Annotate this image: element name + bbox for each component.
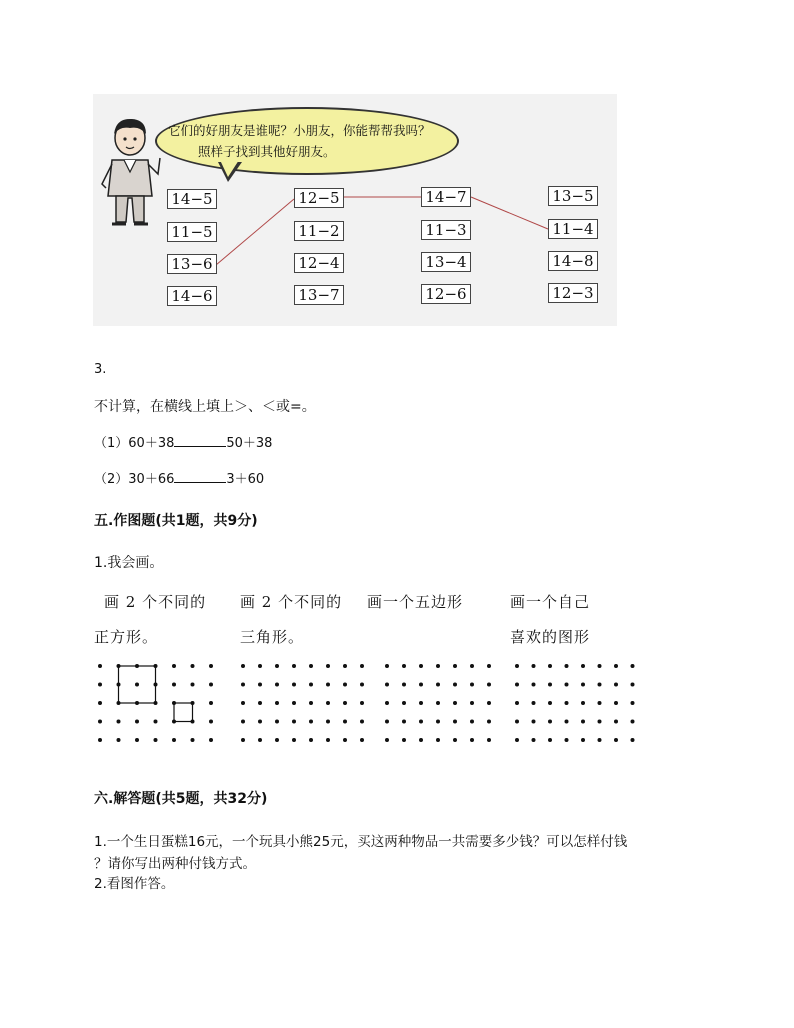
- grid-dot: [275, 738, 279, 742]
- grid-dot: [385, 683, 389, 687]
- grid-dot: [385, 664, 389, 668]
- expression-card: 14−8: [548, 251, 598, 271]
- grid-dot: [419, 720, 423, 724]
- grid-dot: [487, 664, 491, 668]
- task-label: 三角形。: [240, 628, 305, 646]
- grid-dot: [241, 664, 245, 668]
- expression-card: 12−5: [294, 188, 344, 208]
- task-label: 画 2 个不同的: [240, 593, 343, 611]
- grid-dot: [470, 720, 474, 724]
- grid-dot: [385, 701, 389, 705]
- grid-dot: [515, 683, 519, 687]
- grid-dot: [453, 738, 457, 742]
- task-label: 正方形。: [94, 628, 159, 646]
- grid-dot: [326, 683, 330, 687]
- section-heading: 五.作图题(共1题，共9分): [94, 513, 258, 529]
- grid-dot: [548, 683, 552, 687]
- grid-dot: [191, 664, 195, 668]
- dot-grid-triangles[interactable]: [238, 660, 366, 750]
- task-label: 画 2 个不同的: [104, 593, 207, 611]
- expression-card: 12−3: [548, 283, 598, 303]
- grid-dot: [98, 664, 102, 668]
- grid-dot: [360, 683, 364, 687]
- bubble-text-line2: 照样子找到其他好朋友。: [198, 144, 336, 159]
- comparison-left: （2）30＋66: [94, 472, 175, 487]
- grid-dot: [309, 683, 313, 687]
- grid-dot: [343, 720, 347, 724]
- grid-dot: [172, 683, 176, 687]
- grid-dot: [98, 738, 102, 742]
- question-instruction: 不计算，在横线上填上＞、＜或=。: [94, 399, 316, 415]
- grid-dot: [117, 738, 121, 742]
- grid-dot: [343, 683, 347, 687]
- expression-card: 11−5: [167, 222, 217, 242]
- grid-dot: [598, 701, 602, 705]
- grid-dot: [515, 738, 519, 742]
- grid-dot: [515, 664, 519, 668]
- grid-dot: [360, 701, 364, 705]
- expression-card: 11−2: [294, 221, 344, 241]
- grid-dot: [326, 720, 330, 724]
- grid-dot: [470, 683, 474, 687]
- grid-dot: [258, 683, 262, 687]
- grid-dot: [532, 701, 536, 705]
- expression-card: 11−4: [548, 219, 598, 239]
- grid-dot: [548, 720, 552, 724]
- grid-dot: [419, 738, 423, 742]
- expression-card: 14−7: [421, 187, 471, 207]
- grid-dot: [326, 701, 330, 705]
- grid-dot: [385, 720, 389, 724]
- grid-dot: [275, 664, 279, 668]
- grid-dot: [581, 720, 585, 724]
- grid-dot: [98, 720, 102, 724]
- grid-dot: [343, 701, 347, 705]
- grid-dot: [241, 720, 245, 724]
- grid-dot: [565, 683, 569, 687]
- grid-dot: [581, 701, 585, 705]
- grid-dot: [419, 701, 423, 705]
- grid-dot: [487, 683, 491, 687]
- grid-dot: [614, 701, 618, 705]
- grid-dot: [581, 664, 585, 668]
- grid-dot: [292, 720, 296, 724]
- grid-dot: [548, 664, 552, 668]
- grid-dot: [487, 701, 491, 705]
- grid-dot: [631, 738, 635, 742]
- grid-dot: [470, 701, 474, 705]
- grid-dot: [532, 738, 536, 742]
- expression-card: 12−4: [294, 253, 344, 273]
- question-text: 2.看图作答。: [94, 876, 175, 892]
- grid-dot: [402, 664, 406, 668]
- expression-card: 12−6: [421, 284, 471, 304]
- expression-card: 11−3: [421, 220, 471, 240]
- grid-dot: [172, 664, 176, 668]
- grid-dot: [532, 664, 536, 668]
- grid-dot: [581, 738, 585, 742]
- grid-dot: [565, 701, 569, 705]
- grid-dot: [419, 683, 423, 687]
- grid-dot: [275, 701, 279, 705]
- answer-blank[interactable]: [174, 470, 226, 483]
- grid-dot: [453, 701, 457, 705]
- grid-dot: [631, 701, 635, 705]
- grid-dot: [470, 738, 474, 742]
- grid-dot: [258, 720, 262, 724]
- grid-dot: [614, 720, 618, 724]
- grid-dot: [172, 738, 176, 742]
- grid-dot: [326, 664, 330, 668]
- grid-dot: [548, 738, 552, 742]
- grid-dot: [209, 738, 213, 742]
- grid-dot: [402, 701, 406, 705]
- grid-dot: [209, 664, 213, 668]
- grid-dot: [436, 720, 440, 724]
- grid-dot: [191, 683, 195, 687]
- grid-dot: [565, 720, 569, 724]
- grid-dot: [614, 683, 618, 687]
- example-square: [174, 703, 193, 722]
- task-label: 画一个五边形: [367, 593, 464, 611]
- grid-dot: [360, 738, 364, 742]
- grid-dot: [135, 683, 139, 687]
- comparison-right: 3＋60: [226, 472, 265, 487]
- grid-dot: [275, 720, 279, 724]
- grid-dot: [309, 701, 313, 705]
- grid-dot: [98, 701, 102, 705]
- question-number: 3.: [94, 362, 107, 377]
- grid-dot: [598, 683, 602, 687]
- answer-blank[interactable]: [174, 434, 226, 447]
- grid-dot: [402, 738, 406, 742]
- grid-dot: [598, 664, 602, 668]
- expression-card: 13−7: [294, 285, 344, 305]
- grid-dot: [275, 683, 279, 687]
- dot-grid-pentagon[interactable]: [382, 660, 494, 750]
- comparison-left: （1）60＋38: [94, 436, 175, 451]
- grid-dot: [532, 683, 536, 687]
- comparison-item-2: [94, 468, 264, 487]
- grid-dot: [209, 701, 213, 705]
- grid-dot: [154, 738, 158, 742]
- grid-dot: [453, 720, 457, 724]
- grid-dot: [343, 738, 347, 742]
- connection-lines: [0, 0, 794, 400]
- grid-dot: [191, 738, 195, 742]
- grid-dot: [515, 720, 519, 724]
- grid-dot: [309, 664, 313, 668]
- grid-dot: [436, 683, 440, 687]
- question-text: 1.我会画。: [94, 555, 164, 571]
- grid-dot: [631, 664, 635, 668]
- grid-dot: [292, 701, 296, 705]
- grid-dot: [360, 720, 364, 724]
- grid-dot: [98, 683, 102, 687]
- grid-dot: [453, 683, 457, 687]
- grid-dot: [209, 720, 213, 724]
- grid-dot: [292, 738, 296, 742]
- grid-dot: [326, 738, 330, 742]
- grid-dot: [453, 664, 457, 668]
- grid-dot: [436, 701, 440, 705]
- grid-dot: [470, 664, 474, 668]
- task-label: 喜欢的图形: [510, 628, 591, 646]
- grid-dot: [135, 720, 139, 724]
- grid-dot: [598, 738, 602, 742]
- grid-dot: [135, 738, 139, 742]
- grid-dot: [385, 738, 389, 742]
- grid-dot: [515, 701, 519, 705]
- grid-dot: [402, 683, 406, 687]
- grid-dot: [343, 664, 347, 668]
- bubble-text-line1: 它们的好朋友是谁呢？小朋友，你能帮帮我吗？: [168, 123, 431, 138]
- grid-dot: [258, 738, 262, 742]
- grid-dot: [548, 701, 552, 705]
- grid-dot: [419, 664, 423, 668]
- task-label: 画一个自己: [510, 593, 591, 611]
- grid-dot: [614, 738, 618, 742]
- grid-dot: [309, 738, 313, 742]
- section-heading: 六.解答题(共5题，共32分): [94, 791, 268, 807]
- grid-dot: [532, 720, 536, 724]
- grid-dot: [487, 720, 491, 724]
- grid-dot: [258, 664, 262, 668]
- grid-dot: [258, 701, 262, 705]
- dot-grid-free[interactable]: [512, 660, 640, 750]
- grid-dot: [631, 720, 635, 724]
- expression-card: 13−4: [421, 252, 471, 272]
- grid-dot: [241, 738, 245, 742]
- question-text: ？请你写出两种付钱方式。: [94, 856, 256, 872]
- grid-dot: [436, 664, 440, 668]
- grid-dot: [631, 683, 635, 687]
- expression-card: 13−6: [167, 254, 217, 274]
- grid-dot: [581, 683, 585, 687]
- grid-dot: [292, 664, 296, 668]
- grid-dot: [154, 720, 158, 724]
- dot-grid-squares[interactable]: [94, 660, 218, 750]
- grid-dot: [402, 720, 406, 724]
- expression-card: 13−5: [548, 186, 598, 206]
- grid-dot: [241, 701, 245, 705]
- grid-dot: [614, 664, 618, 668]
- grid-dot: [598, 720, 602, 724]
- grid-dot: [565, 738, 569, 742]
- grid-dot: [292, 683, 296, 687]
- grid-dot: [241, 683, 245, 687]
- grid-dot: [117, 720, 121, 724]
- grid-dot: [309, 720, 313, 724]
- question-text: 1.一个生日蛋糕16元，一个玩具小熊25元，买这两种物品一共需要多少钱？可以怎样付钱: [94, 834, 628, 850]
- grid-dot: [436, 738, 440, 742]
- expression-card: 14−6: [167, 286, 217, 306]
- grid-dot: [487, 738, 491, 742]
- comparison-right: 50＋38: [226, 436, 273, 451]
- grid-dot: [360, 664, 364, 668]
- grid-dot: [209, 683, 213, 687]
- comparison-item-1: [94, 432, 272, 451]
- grid-dot: [565, 664, 569, 668]
- expression-card: 14−5: [167, 189, 217, 209]
